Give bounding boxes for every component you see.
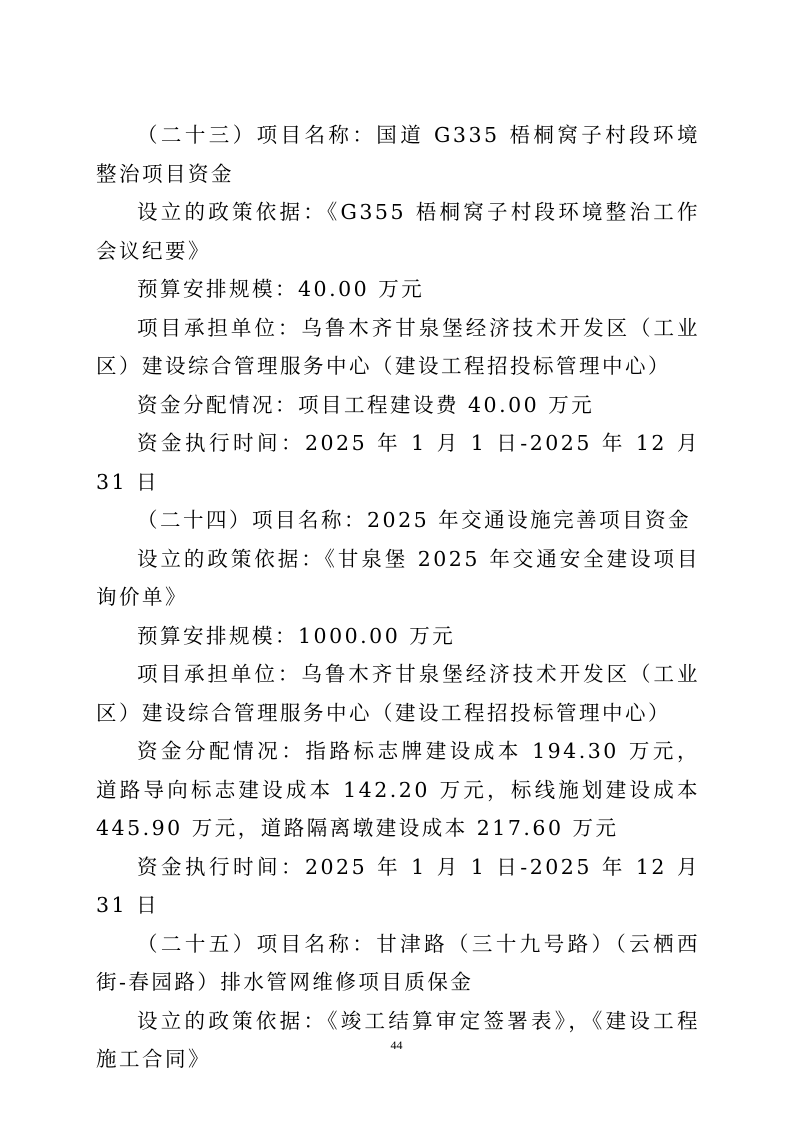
page-number: 44 bbox=[390, 1038, 403, 1052]
project-24-title: （二十四）项目名称：2025 年交通设施完善项目资金 bbox=[137, 508, 692, 532]
project-23-responsible-unit: 项目承担单位：乌鲁木齐甘泉堡经济技术开发区（工业区）建设综合管理服务中心（建设工程招投标管理中心） bbox=[96, 315, 700, 378]
project-24-execution-period: 资金执行时间：2025 年 1 月 1 日-2025 年 12 月 31 日 bbox=[96, 854, 700, 917]
project-24-budget-scale: 预算安排规模：1000.00 万元 bbox=[137, 623, 456, 648]
project-23-title: （二十三）项目名称：国道 G335 梧桐窝子村段环境整治项目资金 bbox=[96, 123, 700, 186]
project-25-policy-basis: 设立的政策依据：《竣工结算审定签署表》，《建设工程施工合同》 bbox=[96, 1008, 700, 1071]
project-24-policy-basis: 设立的政策依据：《甘泉堡 2025 年交通安全建设项目询价单》 bbox=[96, 546, 700, 609]
project-23-policy-basis: 设立的政策依据：《G355 梧桐窝子村段环境整治工作会议纪要》 bbox=[96, 200, 700, 263]
project-24-fund-allocation: 资金分配情况：指路标志牌建设成本 194.30 万元，道路导向标志建设成本 142.20 万元，标线施划建设成本 445.90 万元，道路隔离墩建设成本 217.60 万元 bbox=[96, 739, 700, 840]
project-25-title: （二十五）项目名称：甘津路（三十九号路）（云栖西街-春园路）排水管网维修项目质保金 bbox=[96, 931, 700, 994]
project-24-responsible-unit: 项目承担单位：乌鲁木齐甘泉堡经济技术开发区（工业区）建设综合管理服务中心（建设工程招投标管理中心） bbox=[96, 662, 700, 725]
project-23-execution-period: 资金执行时间：2025 年 1 月 1 日-2025 年 12 月 31 日 bbox=[96, 431, 700, 494]
project-23-fund-allocation: 资金分配情况：项目工程建设费 40.00 万元 bbox=[137, 392, 595, 417]
project-23-budget-scale: 预算安排规模：40.00 万元 bbox=[137, 277, 425, 301]
document-body bbox=[96, 116, 700, 1079]
